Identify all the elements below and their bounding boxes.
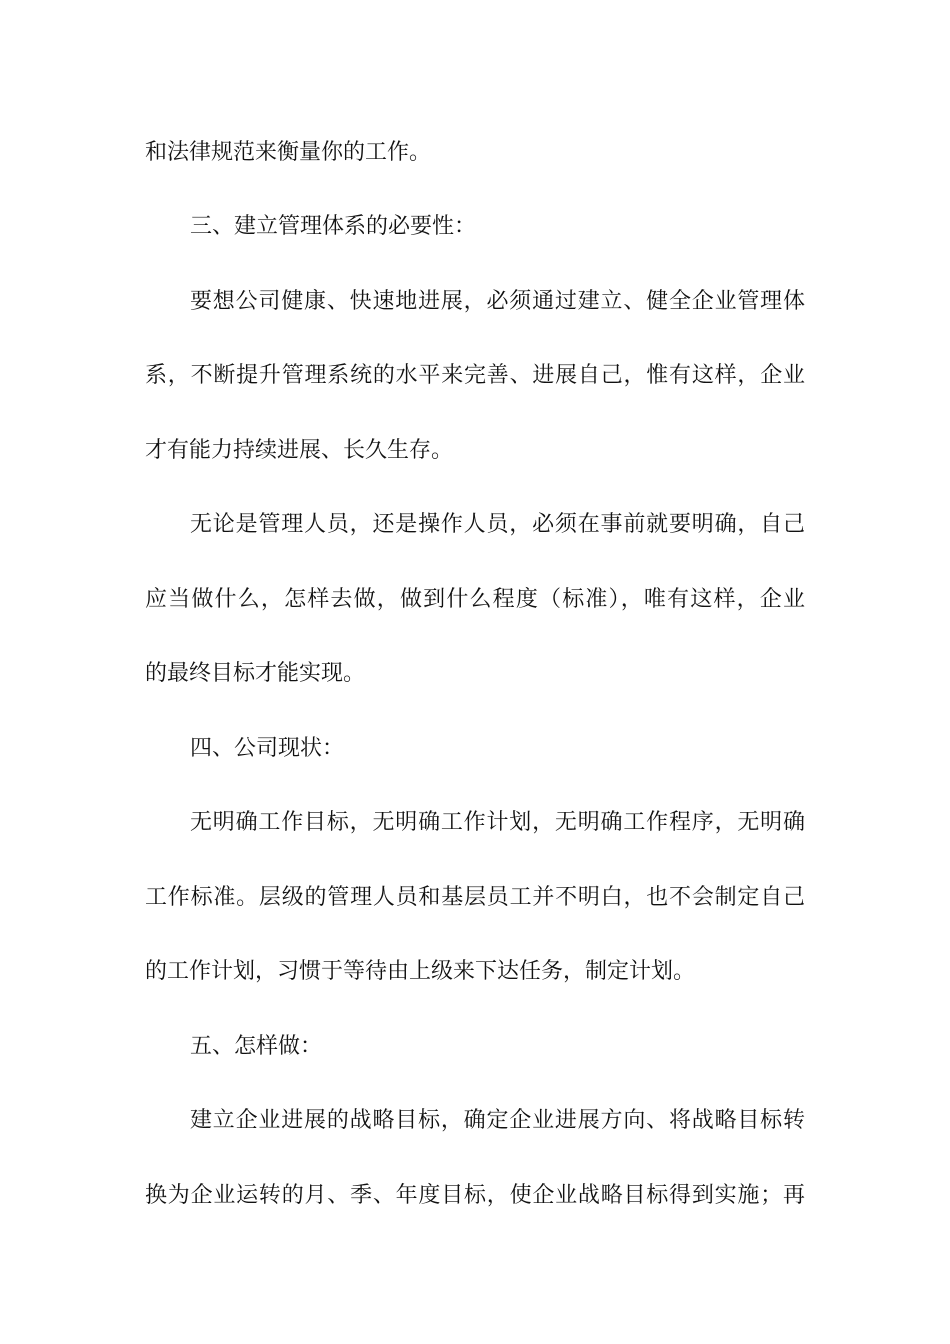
text-line-11: 工作标准。层级的管理人员和基层员工并不明白，也不会制定自己 — [145, 885, 805, 910]
text-line-1: 和法律规范来衡量你的工作。 — [145, 140, 432, 165]
text-line-6: 无论是管理人员，还是操作人员，必须在事前就要明确，自己 — [190, 512, 805, 537]
text-line-8: 的最终目标才能实现。 — [145, 661, 366, 686]
text-line-7: 应当做什么，怎样去做，做到什么程度（标准），唯有这样，企业 — [145, 587, 805, 612]
text-line-10: 无明确工作目标，无明确工作计划，无明确工作程序，无明确 — [190, 810, 805, 835]
heading-current-status: 四、公司现状： — [190, 736, 345, 761]
text-line-5: 才有能力持续进展、长久生存。 — [145, 438, 454, 463]
text-line-14: 建立企业进展的战略目标，确定企业进展方向、将战略目标转 — [190, 1108, 805, 1133]
heading-how-to: 五、怎样做： — [190, 1034, 323, 1059]
text-line-15: 换为企业运转的月、季、年度目标，使企业战略目标得到实施；再 — [145, 1183, 805, 1208]
text-line-4: 系，不断提升管理系统的水平来完善、进展自己，惟有这样，企业 — [145, 363, 805, 388]
text-line-3: 要想公司健康、快速地进展，必须通过建立、健全企业管理体 — [190, 289, 805, 314]
heading-necessity: 三、建立管理体系的必要性： — [190, 214, 477, 239]
text-line-12: 的工作计划，习惯于等待由上级来下达任务，制定计划。 — [145, 959, 696, 984]
